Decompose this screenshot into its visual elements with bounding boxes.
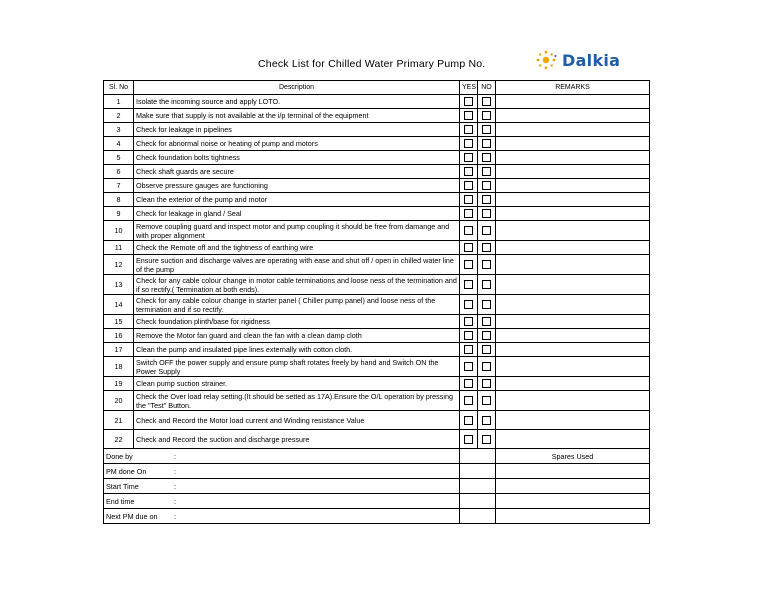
row-description: Observe pressure gauges are functioning — [134, 179, 460, 193]
row-description: Check foundation plinth/base for rigidness — [134, 315, 460, 329]
no-checkbox[interactable] — [482, 416, 491, 425]
no-checkbox[interactable] — [482, 139, 491, 148]
no-checkbox[interactable] — [482, 331, 491, 340]
remarks-cell[interactable] — [496, 329, 650, 343]
no-checkbox[interactable] — [482, 280, 491, 289]
footer-field-colon: : — [174, 467, 176, 476]
row-number: 11 — [104, 241, 134, 255]
yes-checkbox[interactable] — [464, 195, 473, 204]
remarks-cell[interactable] — [496, 430, 650, 449]
row-number: 20 — [104, 391, 134, 411]
row-description: Clean pump suction strainer. — [134, 377, 460, 391]
checklist-row — [104, 315, 650, 329]
no-checkbox[interactable] — [482, 243, 491, 252]
yes-cell — [460, 165, 478, 179]
remarks-cell[interactable] — [496, 411, 650, 430]
footer-row — [104, 494, 650, 509]
row-number: 5 — [104, 151, 134, 165]
row-number: 14 — [104, 295, 134, 315]
row-number: 9 — [104, 207, 134, 221]
no-checkbox[interactable] — [482, 317, 491, 326]
no-checkbox[interactable] — [482, 260, 491, 269]
row-description: Ensure suction and discharge valves are operating with ease and shut off / open in chilled water line of the pump — [134, 255, 460, 275]
remarks-cell[interactable] — [496, 275, 650, 295]
footer-field-label: PM done On — [106, 466, 147, 476]
no-checkbox[interactable] — [482, 111, 491, 120]
no-cell — [478, 207, 496, 221]
no-cell — [478, 255, 496, 275]
spares-used-cell[interactable] — [496, 509, 650, 524]
yes-checkbox[interactable] — [464, 362, 473, 371]
header-row — [104, 81, 650, 95]
row-number: 3 — [104, 123, 134, 137]
no-checkbox[interactable] — [482, 345, 491, 354]
remarks-cell[interactable] — [496, 95, 650, 109]
footer-field — [104, 479, 460, 494]
no-cell — [478, 275, 496, 295]
footer-field — [104, 494, 460, 509]
footer-body — [104, 449, 650, 524]
row-description: Clean the pump and insulated pipe lines externally with cotton cloth. — [134, 343, 460, 357]
yes-cell — [460, 357, 478, 377]
yes-cell — [460, 241, 478, 255]
row-number: 7 — [104, 179, 134, 193]
logo-text: Dalkia — [562, 50, 621, 70]
remarks-cell[interactable] — [496, 241, 650, 255]
checklist-row — [104, 179, 650, 193]
yes-cell — [460, 329, 478, 343]
row-description: Check and Record the Motor load current and Winding resistance Value — [134, 411, 460, 430]
checklist-body — [104, 95, 650, 449]
remarks-cell[interactable] — [496, 315, 650, 329]
remarks-cell[interactable] — [496, 193, 650, 207]
checklist-row — [104, 207, 650, 221]
yes-cell — [460, 151, 478, 165]
row-description: Check for any cable colour change in starter panel ( Chiller pump panel) and loose ness of the termination and if so rectify. — [134, 295, 460, 315]
checklist-row — [104, 109, 650, 123]
no-cell — [478, 165, 496, 179]
row-description: Check for leakage in gland / Seal — [134, 207, 460, 221]
checklist-row — [104, 329, 650, 343]
yes-checkbox[interactable] — [464, 435, 473, 444]
footer-field — [104, 464, 460, 479]
remarks-cell[interactable] — [496, 179, 650, 193]
no-checkbox[interactable] — [482, 209, 491, 218]
row-description: Remove coupling guard and inspect motor and pump coupling it should be free from damange and with proper alignment — [134, 221, 460, 241]
footer-spacer — [460, 449, 496, 464]
footer-field-colon: : — [174, 512, 176, 521]
no-checkbox[interactable] — [482, 125, 491, 134]
yes-cell — [460, 343, 478, 357]
yes-checkbox[interactable] — [464, 209, 473, 218]
remarks-cell[interactable] — [496, 255, 650, 275]
no-cell — [478, 193, 496, 207]
no-cell — [478, 151, 496, 165]
yes-cell — [460, 221, 478, 241]
checklist-row — [104, 241, 650, 255]
no-cell — [478, 357, 496, 377]
footer-field-label: End time — [106, 496, 135, 506]
row-description: Check for leakage in pipelines — [134, 123, 460, 137]
yes-cell — [460, 275, 478, 295]
footer-row — [104, 449, 650, 464]
yes-checkbox[interactable] — [464, 226, 473, 235]
remarks-cell[interactable] — [496, 109, 650, 123]
row-description: Clean the exterior of the pump and motor — [134, 193, 460, 207]
remarks-cell[interactable] — [496, 123, 650, 137]
remarks-cell[interactable] — [496, 165, 650, 179]
no-checkbox[interactable] — [482, 226, 491, 235]
yes-checkbox[interactable] — [464, 345, 473, 354]
row-number: 8 — [104, 193, 134, 207]
footer-field — [104, 449, 460, 464]
remarks-cell[interactable] — [496, 295, 650, 315]
footer-row — [104, 464, 650, 479]
row-number: 2 — [104, 109, 134, 123]
col-yes-header: YES — [460, 81, 478, 95]
remarks-cell[interactable] — [496, 343, 650, 357]
footer-field-label: Next PM due on — [106, 511, 158, 521]
no-cell — [478, 221, 496, 241]
spares-used-cell[interactable] — [496, 464, 650, 479]
yes-cell — [460, 109, 478, 123]
no-cell — [478, 430, 496, 449]
yes-cell — [460, 137, 478, 151]
yes-cell — [460, 193, 478, 207]
yes-cell — [460, 295, 478, 315]
no-checkbox[interactable] — [482, 396, 491, 405]
row-number: 19 — [104, 377, 134, 391]
yes-cell — [460, 377, 478, 391]
no-cell — [478, 391, 496, 411]
row-number: 15 — [104, 315, 134, 329]
remarks-cell[interactable] — [496, 137, 650, 151]
checklist-row — [104, 377, 650, 391]
row-number: 22 — [104, 430, 134, 449]
yes-cell — [460, 315, 478, 329]
checklist-row — [104, 391, 650, 411]
checklist-row — [104, 357, 650, 377]
row-number: 6 — [104, 165, 134, 179]
col-description-header: Description — [134, 81, 460, 95]
checklist-row — [104, 151, 650, 165]
yes-cell — [460, 123, 478, 137]
footer-spacer — [460, 494, 496, 509]
yes-checkbox[interactable] — [464, 181, 473, 190]
spares-used-label: Spares Used — [496, 449, 650, 464]
no-cell — [478, 109, 496, 123]
col-remarks-header: REMARKS — [496, 81, 650, 95]
no-checkbox[interactable] — [482, 181, 491, 190]
no-cell — [478, 377, 496, 391]
remarks-cell[interactable] — [496, 377, 650, 391]
yes-cell — [460, 391, 478, 411]
no-cell — [478, 241, 496, 255]
no-cell — [478, 179, 496, 193]
footer-row — [104, 479, 650, 494]
page-title: Check List for Chilled Water Primary Pump No. — [258, 58, 486, 70]
row-number: 21 — [104, 411, 134, 430]
yes-checkbox[interactable] — [464, 260, 473, 269]
yes-checkbox[interactable] — [464, 243, 473, 252]
checklist-row — [104, 411, 650, 430]
row-number: 1 — [104, 95, 134, 109]
no-cell — [478, 411, 496, 430]
checklist-row — [104, 255, 650, 275]
footer-field-colon: : — [174, 452, 176, 461]
no-cell — [478, 329, 496, 343]
yes-checkbox[interactable] — [464, 139, 473, 148]
row-description: Check the Remote off and the tightness of earthing wire — [134, 241, 460, 255]
yes-cell — [460, 255, 478, 275]
row-description: Switch OFF the power supply and ensure pump shaft rotates freely by hand and Switch ON the Power Supply — [134, 357, 460, 377]
remarks-cell[interactable] — [496, 357, 650, 377]
footer-field-colon: : — [174, 497, 176, 506]
yes-cell — [460, 430, 478, 449]
checklist-row — [104, 221, 650, 241]
no-checkbox[interactable] — [482, 435, 491, 444]
yes-checkbox[interactable] — [464, 153, 473, 162]
no-cell — [478, 95, 496, 109]
no-checkbox[interactable] — [482, 167, 491, 176]
yes-checkbox[interactable] — [464, 300, 473, 309]
row-description: Remove the Motor fan guard and clean the fan with a clean damp cloth — [134, 329, 460, 343]
footer-field-colon: : — [174, 482, 176, 491]
remarks-cell[interactable] — [496, 207, 650, 221]
yes-cell — [460, 95, 478, 109]
spares-used-cell[interactable] — [496, 494, 650, 509]
checklist-row — [104, 295, 650, 315]
no-checkbox[interactable] — [482, 300, 491, 309]
company-logo — [535, 50, 620, 70]
footer-spacer — [460, 464, 496, 479]
checklist-row — [104, 430, 650, 449]
yes-checkbox[interactable] — [464, 379, 473, 388]
row-number: 17 — [104, 343, 134, 357]
footer-field-label: Start Time — [106, 481, 139, 491]
row-description: Check for any cable colour change in motor cable terminations and loose ness of the termination and if so rectify.( Termination at both ends). — [134, 275, 460, 295]
footer-field — [104, 509, 460, 524]
col-no-header: NO — [478, 81, 496, 95]
remarks-cell[interactable] — [496, 221, 650, 241]
row-description: Check the Over load relay setting.(It should be setted as 17A).Ensure the O/L operation by pressing the "Test" Button. — [134, 391, 460, 411]
yes-checkbox[interactable] — [464, 396, 473, 405]
no-checkbox[interactable] — [482, 97, 491, 106]
checklist-row — [104, 123, 650, 137]
footer-field-label: Done by — [106, 451, 133, 461]
no-cell — [478, 295, 496, 315]
yes-checkbox[interactable] — [464, 416, 473, 425]
no-checkbox[interactable] — [482, 379, 491, 388]
row-description: Check and Record the suction and discharge pressure — [134, 430, 460, 449]
row-description: Check foundation bolts tightness — [134, 151, 460, 165]
checklist-row — [104, 343, 650, 357]
row-description: Check shaft guards are secure — [134, 165, 460, 179]
row-number: 16 — [104, 329, 134, 343]
yes-cell — [460, 179, 478, 193]
dalkia-sunburst-icon — [535, 50, 557, 70]
row-number: 10 — [104, 221, 134, 241]
yes-checkbox[interactable] — [464, 317, 473, 326]
footer-spacer — [460, 509, 496, 524]
no-cell — [478, 123, 496, 137]
yes-cell — [460, 207, 478, 221]
remarks-cell[interactable] — [496, 391, 650, 411]
yes-checkbox[interactable] — [464, 97, 473, 106]
footer-row — [104, 509, 650, 524]
no-cell — [478, 343, 496, 357]
row-description: Isolate the incoming source and apply LOTO. — [134, 95, 460, 109]
row-number: 12 — [104, 255, 134, 275]
checklist-table — [103, 80, 650, 524]
checklist-row — [104, 137, 650, 151]
yes-checkbox[interactable] — [464, 125, 473, 134]
row-description: Make sure that supply is not available at the i/p terminal of the equipment — [134, 109, 460, 123]
no-cell — [478, 137, 496, 151]
checklist-row — [104, 275, 650, 295]
row-description: Check for abnormal noise or heating of pump and motors — [134, 137, 460, 151]
checklist-row — [104, 193, 650, 207]
yes-checkbox[interactable] — [464, 331, 473, 340]
yes-checkbox[interactable] — [464, 167, 473, 176]
col-sl-header: Sl. No — [104, 81, 134, 95]
row-number: 4 — [104, 137, 134, 151]
checklist-row — [104, 95, 650, 109]
checklist-row — [104, 165, 650, 179]
no-checkbox[interactable] — [482, 195, 491, 204]
yes-checkbox[interactable] — [464, 280, 473, 289]
row-number: 18 — [104, 357, 134, 377]
yes-cell — [460, 411, 478, 430]
footer-spacer — [460, 479, 496, 494]
spares-used-cell[interactable] — [496, 479, 650, 494]
yes-checkbox[interactable] — [464, 111, 473, 120]
no-cell — [478, 315, 496, 329]
no-checkbox[interactable] — [482, 362, 491, 371]
remarks-cell[interactable] — [496, 151, 650, 165]
no-checkbox[interactable] — [482, 153, 491, 162]
row-number: 13 — [104, 275, 134, 295]
